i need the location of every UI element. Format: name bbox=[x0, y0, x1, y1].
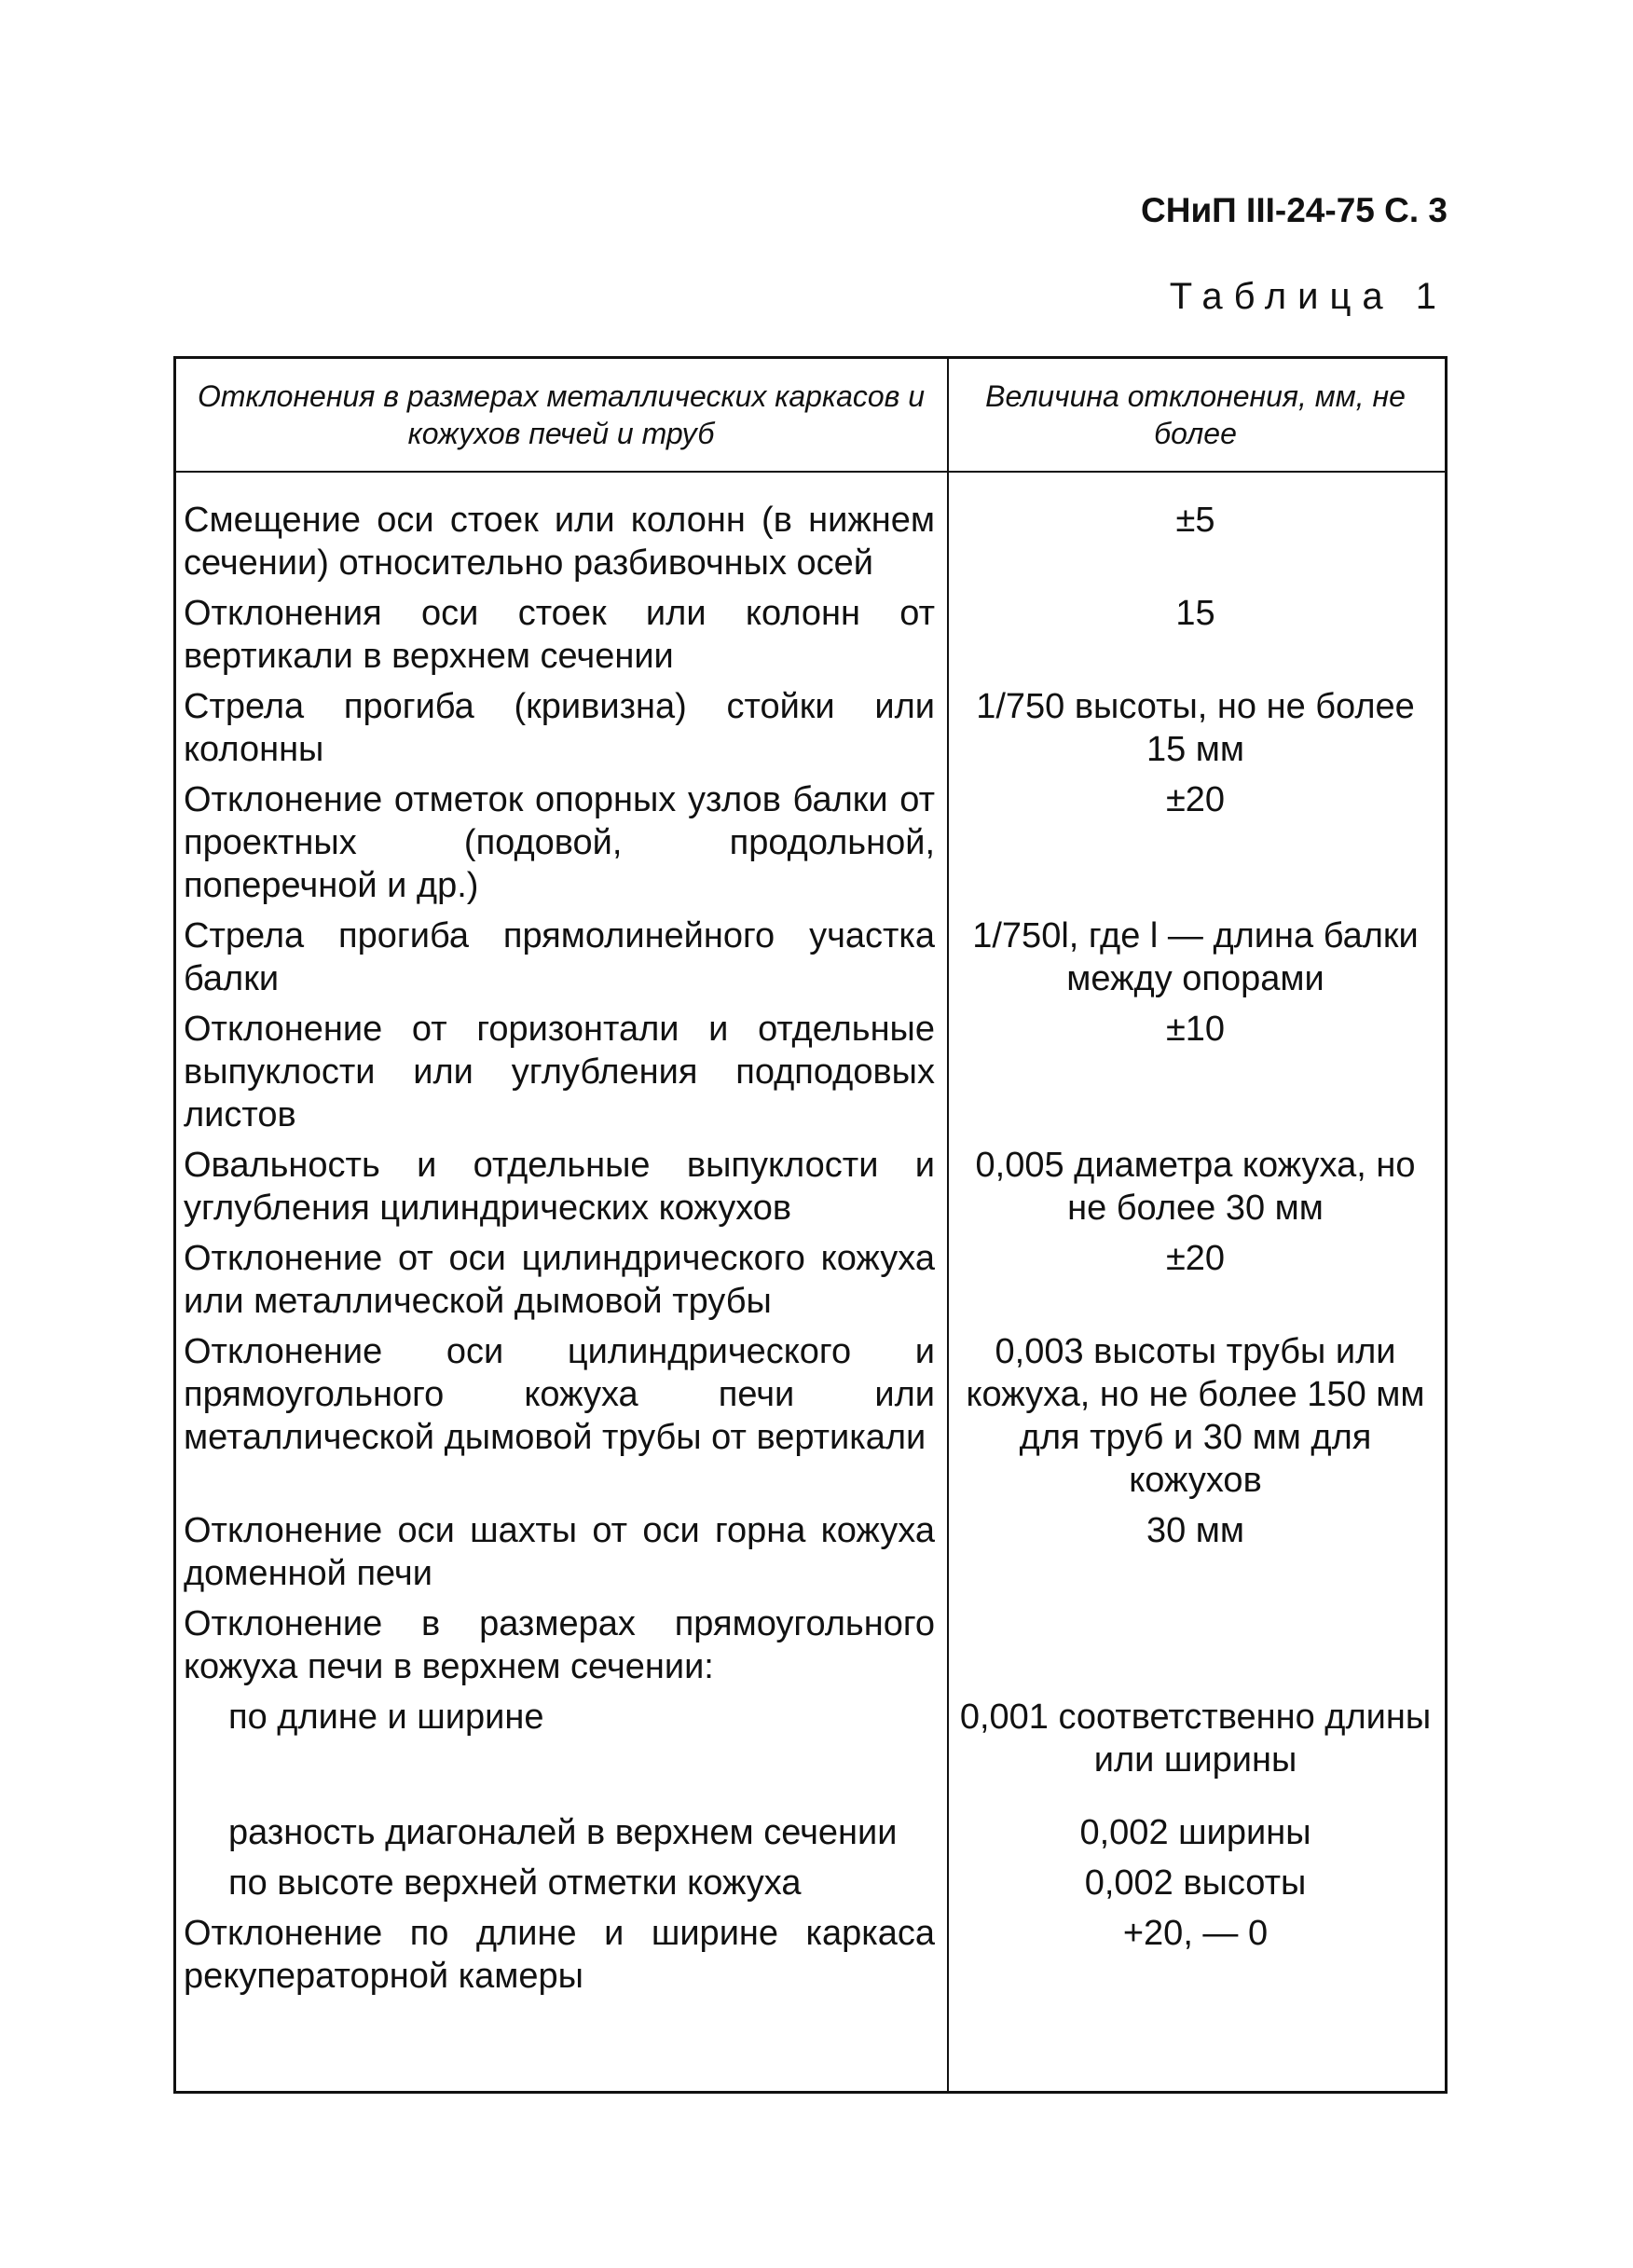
row-value: +20, — 0 bbox=[1122, 1914, 1269, 1953]
row-value: ±10 bbox=[1165, 1010, 1226, 1049]
row-value: 1/750l, где l — длина балки между опорами bbox=[972, 916, 1419, 998]
row-value: ±20 bbox=[1165, 780, 1226, 819]
row-parameter: Стрела прогиба прямолинейного участка балки bbox=[184, 916, 935, 998]
table-row bbox=[176, 1330, 1445, 1509]
row-value: 0,002 высоты bbox=[1084, 1863, 1307, 1903]
table-row bbox=[176, 1912, 1445, 2005]
tolerance-table bbox=[173, 356, 1448, 2094]
table-row bbox=[176, 914, 1445, 1008]
row-parameter: разность диагоналей в верхнем сечении bbox=[228, 1813, 898, 1852]
table-row bbox=[176, 1811, 1445, 1862]
row-value: 30 мм bbox=[1146, 1511, 1245, 1550]
table-row bbox=[176, 592, 1445, 685]
table-row bbox=[176, 1509, 1445, 1602]
row-value: 1/750 высоты, но не более 15 мм bbox=[976, 687, 1415, 769]
row-value: ±20 bbox=[1165, 1239, 1226, 1278]
tolerance-table-grid bbox=[176, 359, 1445, 2005]
row-parameter: Отклонение по длине и ширине каркаса рекуператорной камеры bbox=[184, 1914, 935, 1996]
row-value: 0,003 высоты трубы или кожуха, но не более 150 мм для труб и 30 мм для кожухов bbox=[966, 1332, 1425, 1500]
table-caption: Таблица 1 bbox=[1169, 276, 1448, 317]
row-parameter: по высоте верхней отметки кожуха bbox=[228, 1863, 802, 1903]
row-parameter: Отклонение оси цилиндрического и прямоугольного кожуха печи или металлической дымовой трубы от вертикали bbox=[184, 1332, 935, 1457]
table-row bbox=[176, 685, 1445, 778]
row-value: 15 bbox=[1175, 594, 1215, 633]
table-row bbox=[176, 1862, 1445, 1912]
column-header-deviation: Отклонения в размерах металлических каркасов и кожухов печей и труб bbox=[176, 359, 946, 472]
table-row bbox=[176, 1008, 1445, 1144]
row-parameter: Отклонение отметок опорных узлов балки от проектных (подовой, продольной, поперечной и др.) bbox=[184, 780, 935, 905]
table-row bbox=[176, 1237, 1445, 1330]
table-row bbox=[176, 1696, 1445, 1811]
row-parameter: Отклонения оси стоек или колонн от вертикали в верхнем сечении bbox=[184, 594, 935, 676]
row-value: 0,005 диаметра кожуха, но не более 30 мм bbox=[975, 1146, 1416, 1228]
row-parameter: по длине и ширине bbox=[228, 1698, 544, 1737]
row-value bbox=[946, 1602, 1445, 1696]
table-row bbox=[176, 1144, 1445, 1237]
row-parameter: Отклонение от горизонтали и отдельные выпуклости или углубления подподовых листов bbox=[184, 1010, 935, 1134]
row-parameter: Отклонение оси шахты от оси горна кожуха доменной печи bbox=[184, 1511, 935, 1593]
row-parameter: Стрела прогиба (кривизна) стойки или колонны bbox=[184, 687, 935, 769]
document-code: СНиП III-24-75 С. 3 bbox=[1141, 191, 1448, 229]
row-parameter: Отклонение от оси цилиндрического кожуха или металлической дымовой трубы bbox=[184, 1239, 935, 1321]
table-row bbox=[176, 1602, 1445, 1696]
row-value: 0,002 ширины bbox=[1079, 1813, 1311, 1852]
table-row bbox=[176, 472, 1445, 592]
row-parameter: Смещение оси стоек или колонн (в нижнем сечении) относительно разбивочных осей bbox=[184, 501, 935, 583]
row-parameter: Отклонение в размерах прямоугольного кожуха печи в верхнем сечении: bbox=[184, 1604, 935, 1686]
row-parameter: Овальность и отдельные выпуклости и углубления цилиндрических кожухов bbox=[184, 1146, 935, 1228]
row-value: ±5 bbox=[1175, 501, 1215, 540]
table-header-row bbox=[176, 359, 1445, 472]
column-header-value: Величина отклонения, мм, не более bbox=[946, 359, 1445, 472]
row-value: 0,001 соответственно длины или ширины bbox=[959, 1698, 1432, 1780]
table-row bbox=[176, 778, 1445, 914]
